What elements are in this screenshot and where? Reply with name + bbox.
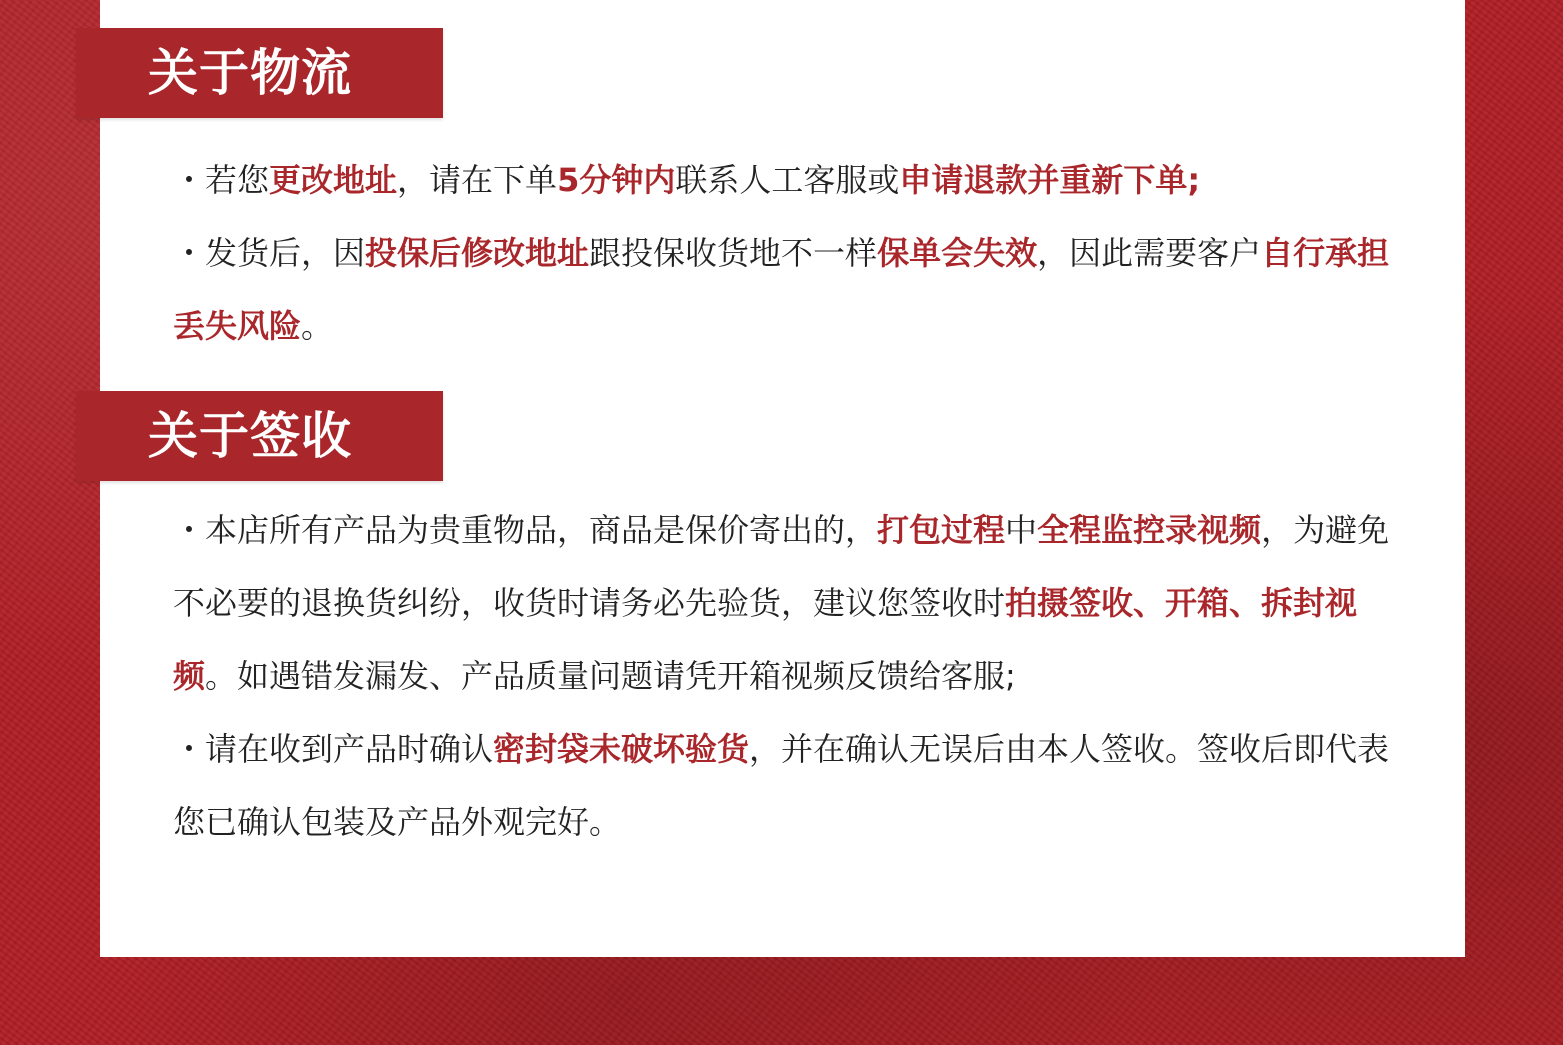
emphasis-segment: 自行承担丢失风险 (173, 234, 1390, 345)
receipt-item-unboxing-video (173, 494, 1393, 713)
section-heading-logistics: 关于物流 (76, 28, 443, 118)
bullet: ・ (173, 234, 206, 272)
emphasis-segment: 更改地址 (269, 161, 398, 199)
logistics-notes (173, 144, 1393, 363)
emphasis-segment: 全程监控录视频 (1037, 511, 1262, 549)
receipt-notes (173, 494, 1393, 859)
text-segment: 请在收到产品时确认 (205, 730, 494, 768)
text-segment: 联系人工客服或 (675, 161, 900, 199)
emphasis-segment: 5分钟内 (557, 161, 676, 199)
bullet: ・ (173, 730, 206, 768)
receipt-item-seal-check (173, 713, 1393, 859)
text-segment: 若您 (205, 161, 270, 199)
text-segment: ，为避免不必要的退换货纠纷，收货时请务必先验货，建议您签收时 (173, 511, 1390, 622)
text-segment: 发货后，因 (205, 234, 366, 272)
bullet: ・ (173, 161, 206, 199)
text-segment: 中 (1005, 511, 1038, 549)
emphasis-segment: 打包过程 (877, 511, 1006, 549)
emphasis-segment: 投保后修改地址 (365, 234, 590, 272)
text-segment: ，请在下单 (397, 161, 558, 199)
text-segment: 。如遇错发漏发、产品质量问题请凭开箱视频反馈给客服; (205, 657, 1016, 695)
emphasis-segment: 密封袋未破坏验货 (493, 730, 750, 768)
emphasis-segment: 拍摄签收、开箱、拆封视频 (173, 584, 1358, 695)
bullet: ・ (173, 511, 206, 549)
logistics-item-address-change (173, 144, 1393, 217)
text-segment: ，因此需要客户 (1037, 234, 1262, 272)
emphasis-segment: 申请退款并重新下单; (899, 161, 1201, 199)
text-segment: ，并在确认无误后由本人签收。签收后即代表您已确认包装及产品外观完好。 (173, 730, 1390, 841)
text-segment: 跟投保收货地不一样 (589, 234, 878, 272)
emphasis-segment: 保单会失效 (877, 234, 1038, 272)
text-segment: 本店所有产品为贵重物品，商品是保价寄出的， (205, 511, 878, 549)
text-segment: 。 (301, 307, 334, 345)
section-heading-receipt: 关于签收 (76, 391, 443, 481)
logistics-item-insurance (173, 217, 1393, 363)
